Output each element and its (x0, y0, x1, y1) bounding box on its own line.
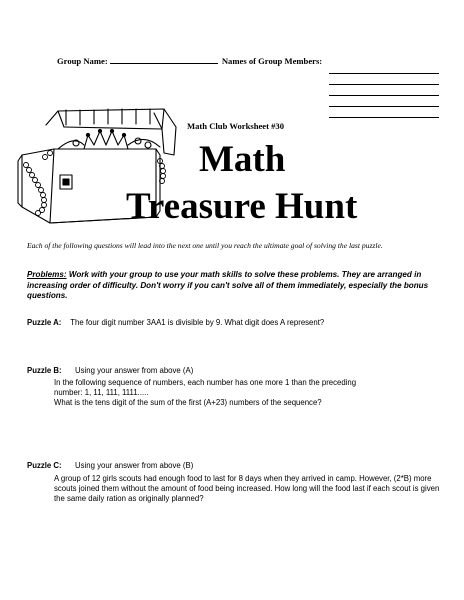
group-header (57, 54, 357, 66)
puzzle-a-text: The four digit number 3AA1 is divisible by 9. What digit does A represent? (70, 318, 325, 327)
title-treasure-hunt: Treasure Hunt (126, 186, 358, 227)
member-line-1[interactable] (329, 73, 439, 74)
title-math: Math (199, 139, 286, 180)
member-line-5[interactable] (329, 117, 439, 118)
puzzle-b-body-line1: In the following sequence of numbers, each number has one more 1 than the preceding number: 1, 11, 111, 1111..... (54, 378, 357, 397)
problems-label: Problems: (27, 270, 67, 279)
worksheet-number: Math Club Worksheet #30 (187, 121, 285, 131)
puzzle-b (27, 360, 447, 378)
puzzle-c-body: A group of 12 girls scouts had enough food to last for 8 days when they arrived in camp. However, (2*B) more scouts joined them without the amount of food being increased. How long will the food last if each scout is given the same daily ration as originally planned? (54, 474, 440, 503)
puzzle-b-label: Puzzle B: (27, 366, 62, 375)
puzzle-a-label: Puzzle A: (27, 318, 62, 327)
member-line-3[interactable] (329, 95, 439, 96)
problems-instructions (27, 270, 441, 302)
member-line-2[interactable] (329, 84, 439, 85)
puzzle-a (27, 312, 447, 330)
puzzle-b-body-line2: What is the tens digit of the sum of the first (A+23) numbers of the sequence? (54, 398, 322, 407)
group-members-label: Names of Group Members: (221, 56, 323, 66)
intro-text: Each of the following questions will lead into the next one until you reach the ultimate goal of solving the last puzzle. (27, 241, 383, 250)
puzzle-c (27, 455, 447, 473)
member-line-4[interactable] (329, 106, 439, 107)
puzzle-b-body (54, 378, 384, 408)
puzzle-c-text: Using your answer from above (B) (75, 461, 194, 470)
puzzle-b-text: Using your answer from above (A) (75, 366, 194, 375)
group-name-blank[interactable] (110, 54, 218, 64)
puzzle-c-label: Puzzle C: (27, 461, 62, 470)
problems-text: Work with your group to use your math skills to solve these problems. They are arranged in increasing order of difficulty. Don't worry if you can't solve all of them immediately, especially the bonus questions. (27, 270, 429, 300)
group-name-label: Group Name: (57, 56, 108, 66)
